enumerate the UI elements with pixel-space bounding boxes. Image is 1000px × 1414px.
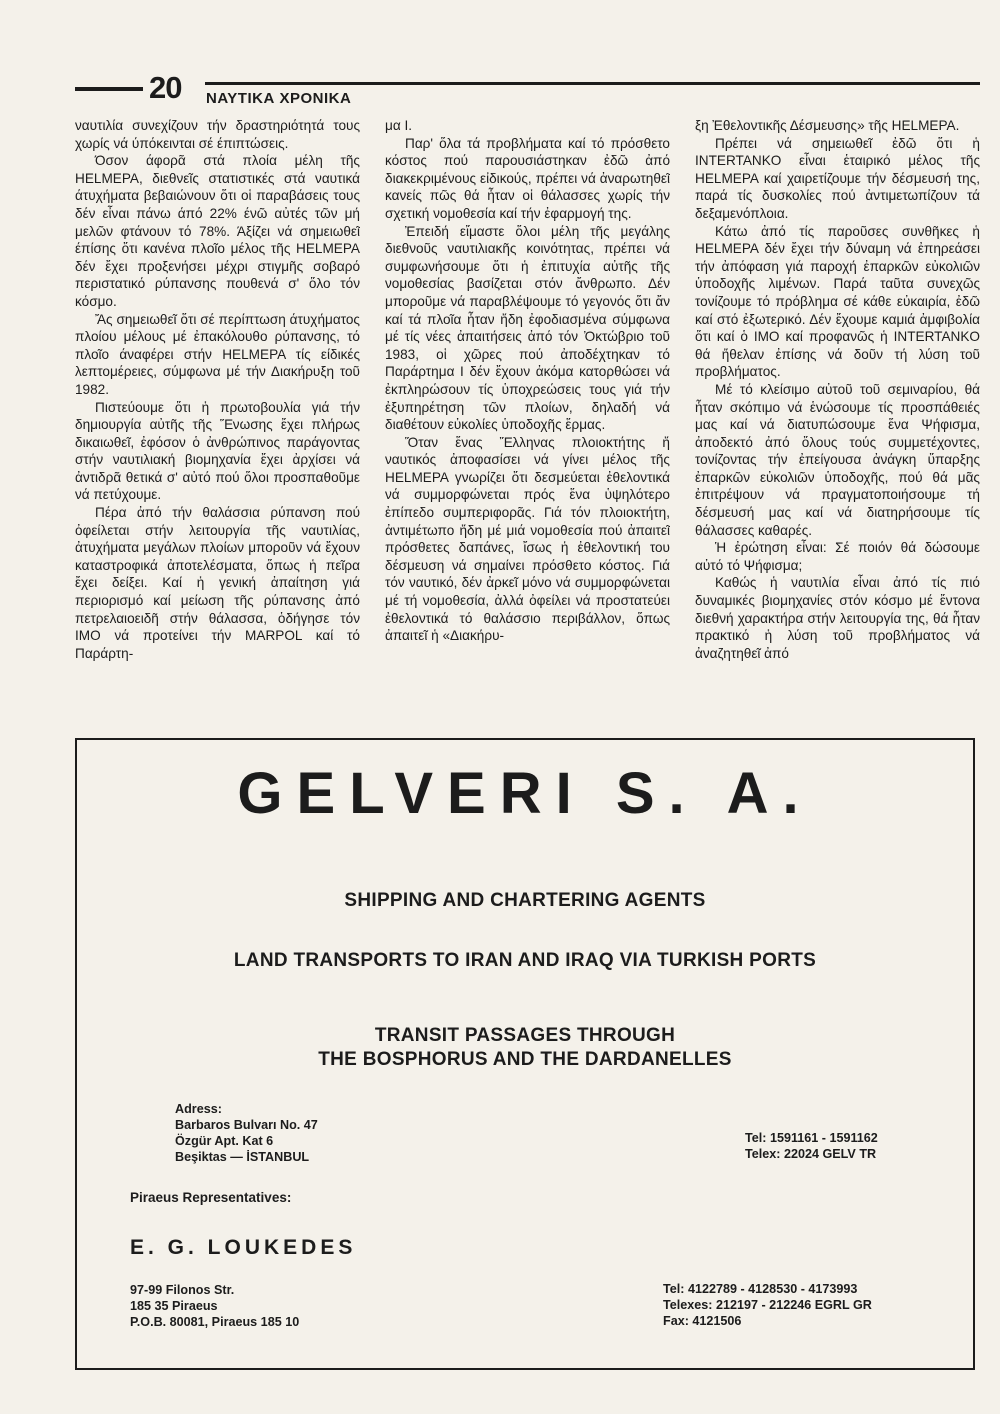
ad-istanbul-contact [745, 1130, 878, 1162]
address-label: Adress: [175, 1102, 222, 1116]
ad-tagline-shipping: SHIPPING AND CHARTERING AGENTS [344, 890, 706, 911]
ad-representative-name: E. G. LOUKEDES [130, 1236, 357, 1259]
magazine-title: ΝΑΥΤΙΚΑ ΧΡΟΝΙΚΑ [206, 90, 352, 107]
telex-line: Telexes: 212197 - 212246 EGRL GR [663, 1298, 872, 1312]
ad-tagline-transit: TRANSIT PASSAGES THROUGH [374, 1025, 676, 1046]
page-number: 20 [149, 70, 182, 105]
ad-istanbul-address [175, 1101, 318, 1165]
ad-representatives-title: Piraeus Representatives: [130, 1190, 292, 1205]
address-line: 97-99 Filonos Str. [130, 1283, 235, 1297]
header-rule [205, 82, 980, 85]
paragraph: Ἐπειδή εἴμαστε ὅλοι μέλη τῆς μεγάλης διεθνοῦς ναυτιλιακῆς κοινότητας, πρέπει νά συμφωνήσουμε ὅτι ἡ ἐπιτυχία αὐτῆς τῆς νομοθεσίας βασίζεται στόν ἄνθρωπο. Δέν μποροῦμε νά παραβλέψουμε τό γεγονός ὅτι ἄν καί τά πλοῖα ἦταν ἤδη ἐφοδιασμένα σύμφωνα μέ τίς νέες ἀπαιτήσεις ἀπό τόν Ὀκτώβριο τοῦ 1983, οἱ χῶρες πού ἀποδέχτηκαν τό Παράρτημα I δέν ἔχουν ἀκόμα κατορθώσει νά ἐκπληρώσουν τίς ὑποχρεώσεις τους γιά τήν ἐξυπηρέτηση τῶν πλοίων, δηλαδή νά διαθέτουν εὐκολίες ὑποδοχῆς ἕρμας. [385, 223, 670, 433]
paragraph: Ὅταν ἕνας Ἕλληνας πλοιοκτήτης ἤ ναυτικός ἀποφασίσει νά γίνει μέλος τῆς HELMEPA γνωρίζει ὅτι δεσμεύεται ἐθελοντικά νά συμμορφώνεται πρός ἕνα ὑψηλότερο ἐπίπεδο συμπεριφορᾶς. Γιά τόν πλοιοκτήτη, ἀντιμέτωπο ἤδη μέ μιά νομοθεσία πού ἀπαιτεῖ πρόσθετες δαπάνες, ἴσως ἡ ἐθελοντική του δέσμευση νά σημαίνει πρόσθετο κόστος. Γιά τόν ναυτικό, δέν ἀρκεῖ μόνο νά συμμορφώνεται μέ τή νομοθεσία, ἀλλά ὀφείλει νά προστατεύει ἐθελοντικά τό θαλάσσιο περιβάλλον, ὅπως ἀπαιτεῖ ἡ «Διακήρυ- [385, 434, 670, 644]
address-line: P.O.B. 80081, Piraeus 185 10 [130, 1315, 300, 1329]
paragraph: μα I. [385, 118, 413, 133]
paragraph: Κάτω ἀπό τίς παροῦσες συνθῆκες ἡ HELMEPA δέν ἔχει τήν δύναμη νά ἐπηρεάσει τήν ἀπόφαση γιά παροχή ἐπαρκῶν εὐκολιῶν ὑποδοχῆς λιμένων. Παρά ταῦτα συνεχῶς τονίζουμε τό πρόβλημα σέ κάθε εὐκαιρία, ἐδῶ καί στό ἐξωτερικό. Δέν ἔχουμε καμιά ἀμφιβολία ὅτι καί ὁ IMO καί προφανῶς ἡ INTERTANKO θά ἤθελαν ἐπίσης νά δοῦν τή λύση τοῦ προβλήματος. [695, 223, 980, 380]
ad-tagline-land-transports: LAND TRANSPORTS TO IRAN AND IRAQ VIA TURKISH PORTS [233, 950, 817, 971]
paragraph: Παρ' ὅλα τά προβλήματα καί τό πρόσθετο κόστος πού παρουσιάστηκαν ἐδῶ ἀπό διακεκριμένους εἰδικούς, πρέπει νά ἀναρωτηθεῖ κανείς πῶς θά ἦταν οἱ θάλασσες χωρίς τήν σχετική νομοθεσία καί τήν ἐφαρμογή της. [385, 135, 670, 221]
address-line: Beşiktas — İSTANBUL [175, 1150, 310, 1164]
paragraph: Όσον άφορᾶ στά πλοία μέλη τῆς HELMEPA, διεθνεῖς στατιστικές στά ναυτικά άτυχήματα βεβαιώνουν ὅτι οἱ παραβάσεις τους δέν εἶναι πάνω άπό 22% ένῶ αὐτές τῶν μή μελῶν φτάνουν τό 78%. Άξίζει νά σημειωθεῖ έπίσης ὅτι κανένα πλοῖο μέλος τῆς HELMEPA δέν ἔχει προξενήσει μέχρι στιγμῆς σοβαρό περιστατικό ρύπανσης πουθενά σ' ὅλο τόν κόσμο. [75, 153, 360, 309]
ad-piraeus-contact [663, 1281, 872, 1329]
paragraph: Πρέπει νά σημειωθεῖ ἐδῶ ὅτι ἡ INTERTANKO εἶναι ἑταιρικό μέλος τῆς HELMEPA καί χαιρετίζουμε τήν δέσμευσή της, παρά τίς δυσκολίες πού ἀντιμετωπίζουν τά δεξαμενόπλοια. [695, 135, 980, 221]
address-line: 185 35 Piraeus [130, 1299, 218, 1313]
paragraph: Πέρα ἀπό τήν θαλάσσια ρύπανση πού ὀφείλεται στήν λειτουργία τῆς ναυτιλίας, ἀτυχήματα μεγάλων πλοίων μποροῦν νά ἔχουν καταστροφικά ἀποτελέσματα, ὅπως ἡ πεῖρα ἔχει δείξει. Καί ἡ γενική ἀπαίτηση γιά περιορισμό καί μείωση τῆς ρύπανσης ἀπό πετρελαιοειδῆ στήν θάλασσα, ὁδήγησε τόν IMO νά προτείνει τήν MARPOL καί τό Παράρτη- [75, 505, 360, 661]
article-column-3 [695, 117, 980, 729]
header-dash [75, 87, 143, 91]
paragraph: Πιστεύουμε ὅτι ἡ πρωτοβουλία γιά τήν δημιουργία αὐτῆς τῆς Ἕνωσης ἔχει πλήρως δικαιωθεῖ, ἐφόσον ὁ ἀνθρώπινος παράγοντας στήν ναυτιλιακή βιομηχανία ἔχει ἀρχίσει νά ἀντιδρᾶ θετικά σ' αὐτό πού ὅλοι προσπαθοῦμε νά πετύχουμε. [75, 399, 360, 503]
ad-company-name: GELVERI S. A. [237, 761, 813, 826]
paragraph: Ἄς σημειωθεῖ ὅτι σέ περίπτωση άτυχήματος πλοίου μέλους μέ ἐπακόλουθο ρύπανσης, τό πλοῖο άναφέρει στήν HELMEPA τίς είδικές λεπτομέρειες, σύμφωνα μέ τήν Διακήρυξη τοῦ 1982. [75, 311, 360, 397]
paragraph: ναυτιλία συνεχίζουν τήν δραστηριότητά τους χωρίς νά ύπόκεινται σέ έπιπτώσεις. [75, 118, 360, 151]
telex-line: Telex: 22024 GELV TR [745, 1147, 877, 1161]
paragraph: Μέ τό κλείσιμο αὐτοῦ τοῦ σεμιναρίου, θά ἦταν σκόπιμο νά ἑνώσουμε τίς προσπάθειές μας καί νά διατυπώσουμε ἕνα Ψήφισμα, ἀποδεκτό ἀπό ὅλους τούς συμμετέχοντες, τονίζοντας τήν ἐπείγουσα ἀνάγκη ὕπαρξης ἐπαρκῶν εὐκολιῶν ὑποδοχῆς, πού θά μᾶς ἐπιτρέψουν νά πραγματοποιήσουμε τή δέσμευσή μας καί νά διατηρήσουμε τίς θάλασσες καθαρές. [695, 381, 980, 538]
article-column-2 [385, 117, 670, 729]
tel-line: Tel: 4122789 - 4128530 - 4173993 [663, 1282, 858, 1296]
paragraph: Καθώς ἡ ναυτιλία εἶναι ἀπό τίς πιό δυναμικές βιομηχανίες στόν κόσμο μέ ἔντονα διεθνή χαρακτήρα στήν λειτουργία της, θά ἦταν πρακτικό ἡ λύση τοῦ προβλήματος νά ἀναζητηθεῖ ἀπό [695, 575, 980, 661]
address-line: Özgür Apt. Kat 6 [175, 1134, 274, 1148]
fax-line: Fax: 4121506 [663, 1314, 742, 1328]
tel-line: Tel: 1591161 - 1591162 [745, 1131, 878, 1145]
ad-tagline-straits: THE BOSPHORUS AND THE DARDANELLES [318, 1049, 732, 1070]
article-column-1 [75, 117, 360, 729]
address-line: Barbaros Bulvarı No. 47 [175, 1118, 318, 1132]
paragraph: ξη Ἐθελοντικῆς Δέσμευσης» τῆς HELMEPA. [695, 118, 960, 133]
ad-piraeus-address [130, 1282, 299, 1330]
advertisement-box [75, 738, 975, 1370]
page-header [75, 70, 980, 108]
paragraph: Ἡ ἐρώτηση εἶναι: Σέ ποιόν θά δώσουμε αὐτό τό Ψήφισμα; [695, 540, 980, 573]
